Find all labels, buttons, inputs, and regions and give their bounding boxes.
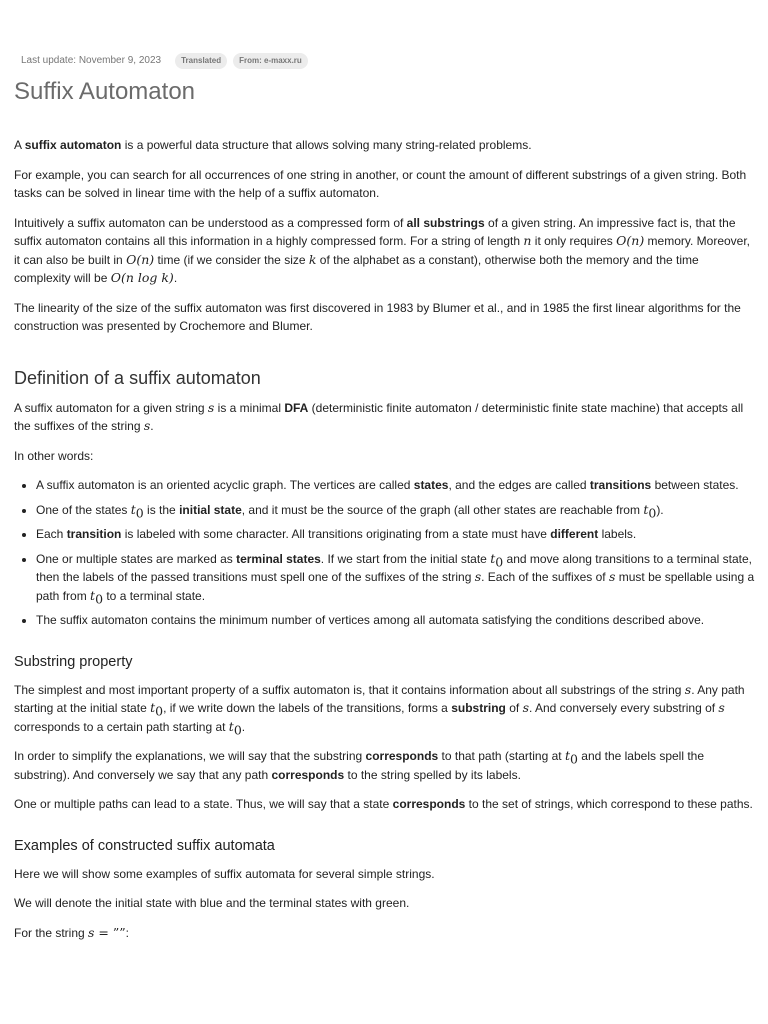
examples-heading: Examples of constructed suffix automata xyxy=(14,837,275,854)
last-update: Last update: November 9, 2023 xyxy=(21,55,162,66)
examples-paragraph-1: Here we will show some examples of suffix automata for several simple strings. xyxy=(14,866,435,881)
meta-row xyxy=(21,52,308,71)
definition-list xyxy=(14,476,756,630)
math-k: k xyxy=(308,251,317,267)
definition-paragraph-1: A suffix automaton for a given string s is a minimal DFA (deterministic finite automaton / deterministic finite state machine) that accepts all the suffixes of the string s. xyxy=(14,399,744,433)
intro-paragraph-1: A suffix automaton is a powerful data structure that allows solving many string-related problems. xyxy=(14,138,532,152)
math-onlogk: O(n log k) xyxy=(110,270,174,285)
list-item: • Each transition is labeled with some character. All transitions originating from a state must have different labels. xyxy=(36,525,756,544)
page-title: Suffix Automaton xyxy=(14,78,196,105)
translated-badge[interactable]: Translated xyxy=(175,53,227,69)
intro-paragraph-4: The linearity of the size of the suffix automaton was first discovered in 1983 by Blumer et al., and in 1985 the first linear algorithms for the construction was presented by Crochemore and Blumer. xyxy=(14,300,741,333)
list-item: • The suffix automaton contains the minimum number of vertices among all automata satisfying the conditions described above. xyxy=(36,611,756,630)
article-content xyxy=(14,136,756,953)
examples-paragraph-2: We will denote the initial state with blue and the terminal states with green. xyxy=(14,896,410,910)
substring-heading: Substring property xyxy=(14,653,133,670)
math-on-time: O(n) xyxy=(126,251,155,267)
math-n: n xyxy=(523,233,532,248)
list-item: • One of the states $t_0$ is the initial state, and it must be the source of the graph (all other states are reachable from $t_0$). xyxy=(36,501,756,520)
intro-paragraph-3: Intuitively a suffix automaton can be understood as a compressed form of all substrings of a given string. An impressive fact is, that the suffix automaton contains all this information in a highly compressed form. For a string of length n it only requires O(n) memory. Moreover, it can also be built in O(n) time (if we consider the size k of the alphabet as a constant), otherwise both the memory and the time complexity will be O(n log k). xyxy=(14,215,751,285)
definition-heading: Definition of a suffix automaton xyxy=(14,367,261,388)
list-item: • One or multiple states are marked as terminal states. If we start from the initial state $t_0$ and move along transitions to a terminal state, then the labels of the passed transitions must spell one of the suffixes of the string s. Each of the suffixes of s must be spellable using a path from $t_0$ to a terminal state. xyxy=(36,550,756,606)
examples-paragraph-3: For the string s = ””: xyxy=(14,924,129,940)
substring-paragraph-1: The simplest and most important property of a suffix automaton is, that it contains information about all substrings of the string s. Any path starting at the initial state $t_0$, if we write down the labels of the transitions, forms a substring of s. And conversely every substring of s corresponds to a certain path starting at $t_0$. xyxy=(14,681,745,737)
math-on: O(n) xyxy=(616,233,645,248)
definition-paragraph-2: In other words: xyxy=(14,448,94,463)
substring-paragraph-3: One or multiple paths can lead to a state. Thus, we will say that a state corresponds to the set of strings, which correspond to these paths. xyxy=(14,797,753,811)
source-badge[interactable]: From: e-maxx.ru xyxy=(233,53,308,69)
substring-paragraph-2: In order to simplify the explanations, we will say that the substring corresponds to that path (starting at $t_0$ and the labels spell the substring). And conversely we say that any path corresponds to the string spelled by its labels. xyxy=(14,748,705,782)
intro-paragraph-2: For example, you can search for all occurrences of one string in another, or count the amount of different substrings of a given string. Both tasks can be solved in linear time with the help of a suffix automaton. xyxy=(14,167,747,200)
list-item: • A suffix automaton is an oriented acyclic graph. The vertices are called states, and the edges are called transitions between states. xyxy=(36,476,756,495)
